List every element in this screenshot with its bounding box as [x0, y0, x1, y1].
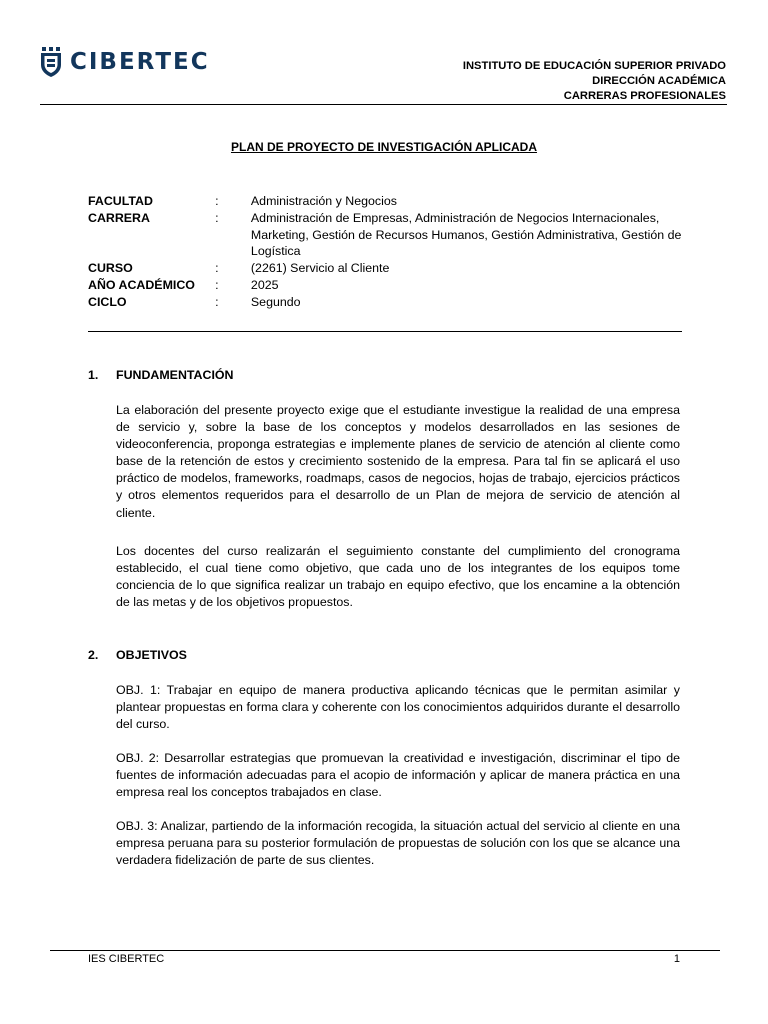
- info-label: CARRERA: [88, 210, 150, 225]
- paragraph: Los docentes del curso realizarán el seguimiento constante del cumplimiento del cronograma establecido, el cual tiene como objetivo, que cada uno de los integrantes de los equipos tome conciencia de lo que significa realizar un trabajo en equipo efectivo, que los encamine a la obtención de las metas y de los objetivos propuestos.: [116, 544, 680, 610]
- info-separator: :: [215, 294, 219, 309]
- section-title: OBJETIVOS: [116, 648, 187, 662]
- info-label: CURSO: [88, 261, 133, 276]
- info-row-cycle: [88, 294, 688, 311]
- institution-line: DIRECCIÓN ACADÉMICA: [592, 75, 726, 87]
- info-divider: [88, 331, 682, 332]
- institution-block: [463, 59, 726, 104]
- info-separator: :: [215, 261, 219, 276]
- info-value: Administración de Empresas, Administración de Negocios Internacionales, Marketing, Gestión de Recursos Humanos, Gestión Administrativa, Gestión de Logística: [250, 210, 682, 259]
- page-number: 1: [673, 953, 680, 965]
- section-number: 1.: [88, 368, 99, 382]
- section-heading: [88, 368, 233, 382]
- cibertec-logo: [40, 46, 210, 78]
- info-row-course: [88, 260, 688, 277]
- course-info: [88, 193, 688, 311]
- section-heading: [88, 648, 187, 662]
- info-row-year: [88, 277, 688, 294]
- paragraph: La elaboración del presente proyecto exige que el estudiante investigue la realidad de una empresa de servicio y, sobre la base de los conceptos y modelos desarrollados en las sesiones de videoconferencia, proponga estrategias e implemente planes de servicio de atención al cliente como base de la retención de estos y crecimiento sostenido de la empresa. Para tal fin se aplicará el uso práctico de modelos, frameworks, roadmaps, casos de negocios, hojas de trabajo, ejercicios prácticos y otros elementos requeridos para el desarrollo de un Plan de mejora de servicio de atención al cliente.: [116, 403, 680, 520]
- document-title: PLAN DE PROYECTO DE INVESTIGACIÓN APLICADA: [230, 140, 538, 154]
- paragraph: OBJ. 2: Desarrollar estrategias que promuevan la creatividad e investigación, discriminar el tipo de fuentes de información adecuadas para el acopio de información y aplicar de manera práctica en una empresa real los conceptos trabajados en clase.: [116, 751, 680, 800]
- info-value: Segundo: [250, 294, 301, 309]
- info-label: AÑO ACADÉMICO: [88, 277, 195, 292]
- info-row-career: [88, 210, 688, 260]
- paragraph: OBJ. 1: Trabajar en equipo de manera productiva aplicando técnicas que le permitan asimilar y plantear propuestas en forma clara y coherente con los conocimientos adquiridos durante el desarrollo del curso.: [116, 683, 680, 732]
- info-value: (2261) Servicio al Cliente: [250, 261, 390, 276]
- paragraph: OBJ. 3: Analizar, partiendo de la información recogida, la situación actual del servicio al cliente en una empresa peruana para su posterior formulación de propuestas de solución con los que se alcance una verdadera fidelización de parte de sus clientes.: [116, 819, 680, 868]
- info-value: Administración y Negocios: [250, 194, 397, 208]
- header-divider: [40, 104, 727, 105]
- footer-label: IES CIBERTEC: [88, 953, 165, 965]
- info-separator: :: [215, 210, 219, 225]
- info-separator: :: [215, 277, 219, 292]
- shield-icon: [40, 47, 62, 77]
- footer-divider: [50, 950, 720, 951]
- section-title: FUNDAMENTACIÓN: [116, 368, 234, 382]
- institution-line: INSTITUTO DE EDUCACIÓN SUPERIOR PRIVADO: [462, 60, 726, 72]
- info-row-faculty: [88, 193, 688, 210]
- info-label: CICLO: [88, 294, 127, 309]
- logo-wordmark: CIBERTEC: [70, 49, 210, 75]
- info-separator: :: [215, 194, 219, 208]
- info-value: 2025: [250, 277, 279, 292]
- institution-line: CARRERAS PROFESIONALES: [563, 90, 726, 102]
- section-number: 2.: [88, 648, 99, 662]
- info-label: FACULTAD: [88, 194, 153, 208]
